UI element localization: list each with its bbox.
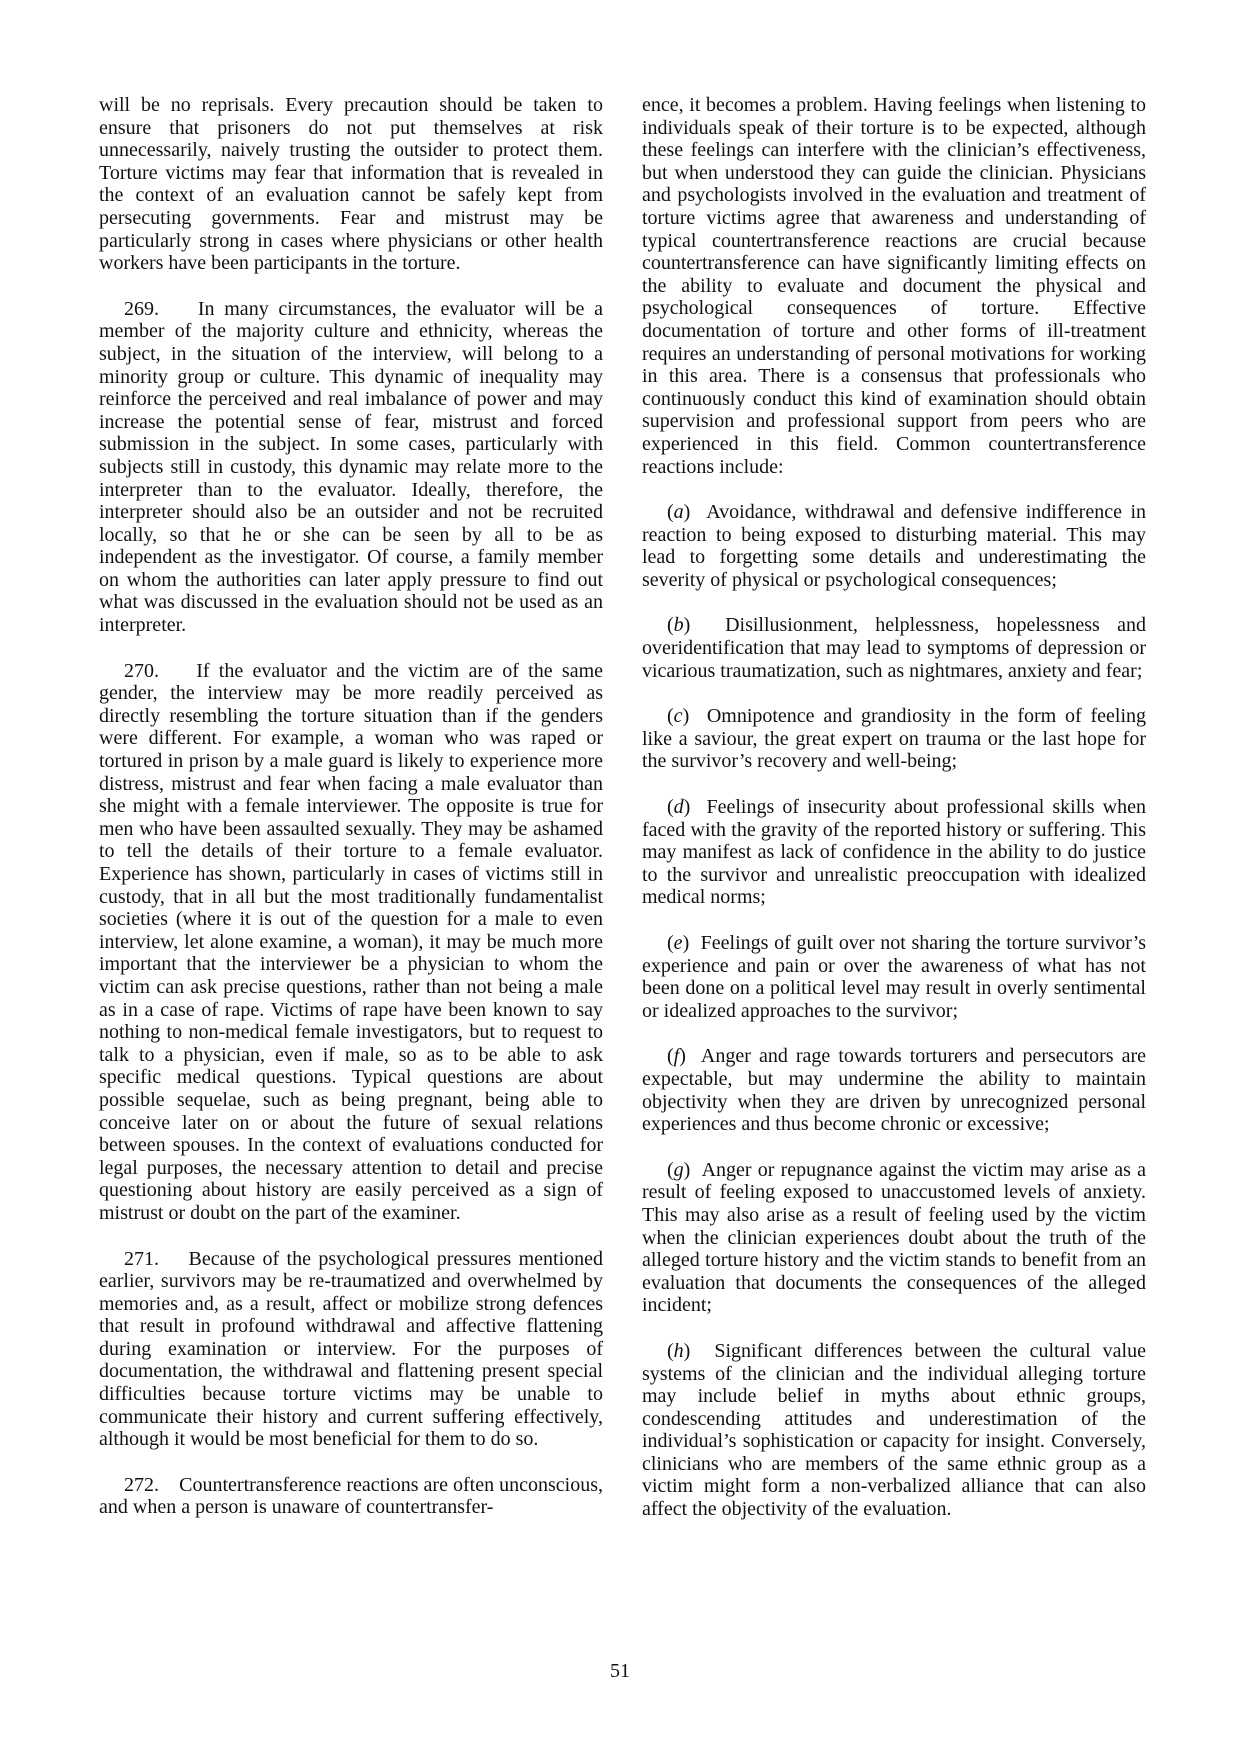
item-text: Anger or repugnance against the victim may arise as a result of feeling exposed to unaccustomed levels of anxiety. This may also arise as a result of feeling used by the victim when the clinician experiences doubt about the truth of the alleged torture history and the victim stands to benefit from an evaluation that documents the consequences of the alleged incident;: [642, 1158, 1146, 1317]
item-letter: b: [673, 614, 684, 637]
list-item: (d) Feelings of insecurity about professional skills when faced with the gravity of the reported history or suffering. This may manifest as lack of confidence in the ability to do justice to the survivor and unrealistic preoccupation with idealized medical norms;: [642, 796, 1146, 909]
item-letter: e: [673, 932, 683, 954]
item-text: Feelings of insecurity about professional skills when faced with the gravity of the reported history or suffering. This may manifest as lack of confidence in the ability to do justice to the survivor and unrealistic preoccupation with idealized medical norms;: [642, 796, 1146, 909]
item-text: Feelings of guilt over not sharing the torture survivor’s experience and pain or over the awareness of what has not been done on a political level may result in overly sentimental or idealized approaches to the survivor;: [642, 932, 1146, 1022]
item-letter: d: [673, 796, 684, 819]
paragraph-270: [99, 660, 603, 1225]
paragraph-text: Countertransference reactions are often unconscious, and when a person is unaware of countertransfer-: [99, 1473, 603, 1519]
item-letter: h: [673, 1339, 684, 1362]
list-item: (e) Feelings of guilt over not sharing the torture survivor’s experience and pain or over the awareness of what has not been done on a political level may result in overly sentimental or idealized approaches to the survivor;: [642, 932, 1146, 1022]
item-text: Anger and rage towards torturers and persecutors are expectable, but may undermine the ability to maintain objectivity when they are driven by unrecognized personal experiences and thus become chronic or excessive;: [642, 1045, 1146, 1136]
right-column: [642, 94, 1146, 1544]
item-letter: f: [673, 1045, 680, 1068]
list-item: (b) Disillusionment, helplessness, hopelessness and overidentification that may lead to symptoms of depression or vicarious traumatization, such as nightmares, anxiety and fear;: [642, 614, 1146, 682]
left-column: [99, 94, 603, 1542]
item-letter: c: [673, 705, 683, 728]
paragraph-269: [99, 298, 603, 637]
paragraph-271: [99, 1248, 603, 1451]
item-text: Avoidance, withdrawal and defensive indifference in reaction to being exposed to disturbing material. This may lead to forgetting some details and underestimating the severity of physical or psychological consequences;: [642, 501, 1146, 591]
item-letter: a: [673, 501, 684, 524]
paragraph-continued: will be no reprisals. Every precaution should be taken to ensure that prisoners do not put themselves at risk unnecessarily, naively trusting the outsider to protect them. Torture victims may fear that information that is revealed in the context of an evaluation cannot be safely kept from persecuting governments. Fear and mistrust may be particularly strong in cases where physicians or other health workers have been participants in the torture.: [99, 94, 603, 275]
paragraph-text: Because of the psychological pressures mentioned earlier, survivors may be re-traumatized and overwhelmed by memories and, as a result, affect or mobilize strong defences that result in profound withdrawal and affective flattening during examination or interview. For the purposes of documentation, the withdrawal and flattening present special difficulties because torture victims may be unable to communicate their history and current suffering effectively, although it would be most beneficial for them to do so.: [99, 1247, 604, 1451]
item-text: Significant differences between the cultural value systems of the clinician and the individual alleging torture may include belief in myths about ethnic groups, condescending attitudes and underestimation of the individual’s sophistication or capacity for insight. Conversely, clinicians who are members of the same ethnic group as a victim might form a non-verbalized alliance that can also affect the objectivity of the evaluation.: [642, 1339, 1146, 1521]
paragraph-text: In many circumstances, the evaluator will be a member of the majority culture and ethnicity, whereas the subject, in the situation of the interview, will belong to a minority group or culture. This dynamic of inequality may reinforce the perceived and real imbalance of power and may increase the potential sense of fear, mistrust and forced submission in the subject. In some cases, particularly with subjects still in custody, this dynamic may relate more to the interpreter than to the evaluator. Ideally, therefore, the interpreter should also be an outsider and not be recruited locally, so that he or she can be seen by all to be as independent as the investigator. Of course, a family member on whom the authorities can later apply pressure to find out what was discussed in the evaluation should not be used as an interpreter.: [99, 297, 603, 637]
item-text: Omnipotence and grandiosity in the form of feeling like a saviour, the great expert on trauma or the last hope for the survivor’s recovery and well-being;: [642, 705, 1146, 773]
item-text: Disillusionment, helplessness, hopelessness and overidentification that may lead to symptoms of depression or vicarious traumatization, such as nightmares, anxiety and fear;: [642, 614, 1146, 682]
paragraph-number: 272.: [124, 1473, 159, 1496]
list-item: (g) Anger or repugnance against the victim may arise as a result of feeling exposed to unaccustomed levels of anxiety. This may also arise as a result of feeling used by the victim when the clinician experiences doubt about the truth of the alleged torture history and the victim stands to benefit from an evaluation that documents the consequences of the alleged incident;: [642, 1158, 1146, 1317]
paragraph-number: 269.: [124, 297, 159, 320]
list-item: (a) Avoidance, withdrawal and defensive indifference in reaction to being exposed to disturbing material. This may lead to forgetting some details and underestimating the severity of physical or psychological consequences;: [642, 501, 1146, 591]
paragraph-number: 270.: [124, 659, 159, 682]
paragraph-number: 271.: [124, 1247, 159, 1270]
list-item: (c) Omnipotence and grandiosity in the form of feeling like a saviour, the great expert on trauma or the last hope for the survivor’s recovery and well-being;: [642, 705, 1146, 773]
paragraph-text: If the evaluator and the victim are of the same gender, the interview may be more readily perceived as directly resembling the torture situation than if the genders were different. For example, a woman who was raped or tortured in prison by a male guard is likely to experience more distress, mistrust and fear when facing a male evaluator than she might with a female interviewer. The opposite is true for men who have been assaulted sexually. They may be ashamed to tell the details of their torture to a female evaluator. Experience has shown, particularly in cases of victims still in custody, that in all but the most traditionally fundamentalist societies (where it is out of the question for a male to even interview, let alone examine, a woman), it may be much more important that the interviewer be a physician to whom the victim can ask precise questions, rather than not being a male as in a case of rape. Victims of rape have been known to say nothing to non-medical female investigators, but to request to talk to a physician, even if male, so as to be able to ask specific medical questions. Typical questions are about possible sequelae, such as being pregnant, being able to conceive later on or about the future of sexual relations between spouses. In the context of evaluations conducted for legal purposes, the necessary attention to detail and precise questioning about history are easily perceived as a sign of mistrust or doubt on the part of the examiner.: [99, 659, 604, 1224]
item-letter: g: [673, 1158, 684, 1181]
list-item: (h) Significant differences between the cultural value systems of the clinician and the individual alleging torture may include belief in myths about ethnic groups, condescending attitudes and underestimation of the individual’s sophistication or capacity for insight. Conversely, clinicians who are members of the same ethnic group as a victim might form a non-verbalized alliance that can also affect the objectivity of the evaluation.: [642, 1339, 1146, 1521]
paragraph-272: [99, 1474, 603, 1519]
list-item: (f) Anger and rage towards torturers and persecutors are expectable, but may undermine the ability to maintain objectivity when they are driven by unrecognized personal experiences and thus become chronic or excessive;: [642, 1045, 1146, 1136]
paragraph-272-continued: ence, it becomes a problem. Having feelings when listening to individuals speak of their torture is to be expected, although these feelings can interfere with the clinician’s effectiveness, but when understood they can guide the clinician. Physicians and psychologists involved in the evaluation and treatment of torture victims agree that awareness and understanding of typical countertransference reactions are crucial because countertransference can have significantly limiting effects on the ability to evaluate and document the physical and psychological consequences of torture. Effective documentation of torture and other forms of ill-treatment requires an understanding of personal motivations for working in this area. There is a consensus that professionals who continuously conduct this kind of examination should obtain supervision and professional support from peers who are experienced in this field. Common countertransference reactions include:: [642, 94, 1146, 478]
page-number: 51: [610, 1660, 630, 1682]
